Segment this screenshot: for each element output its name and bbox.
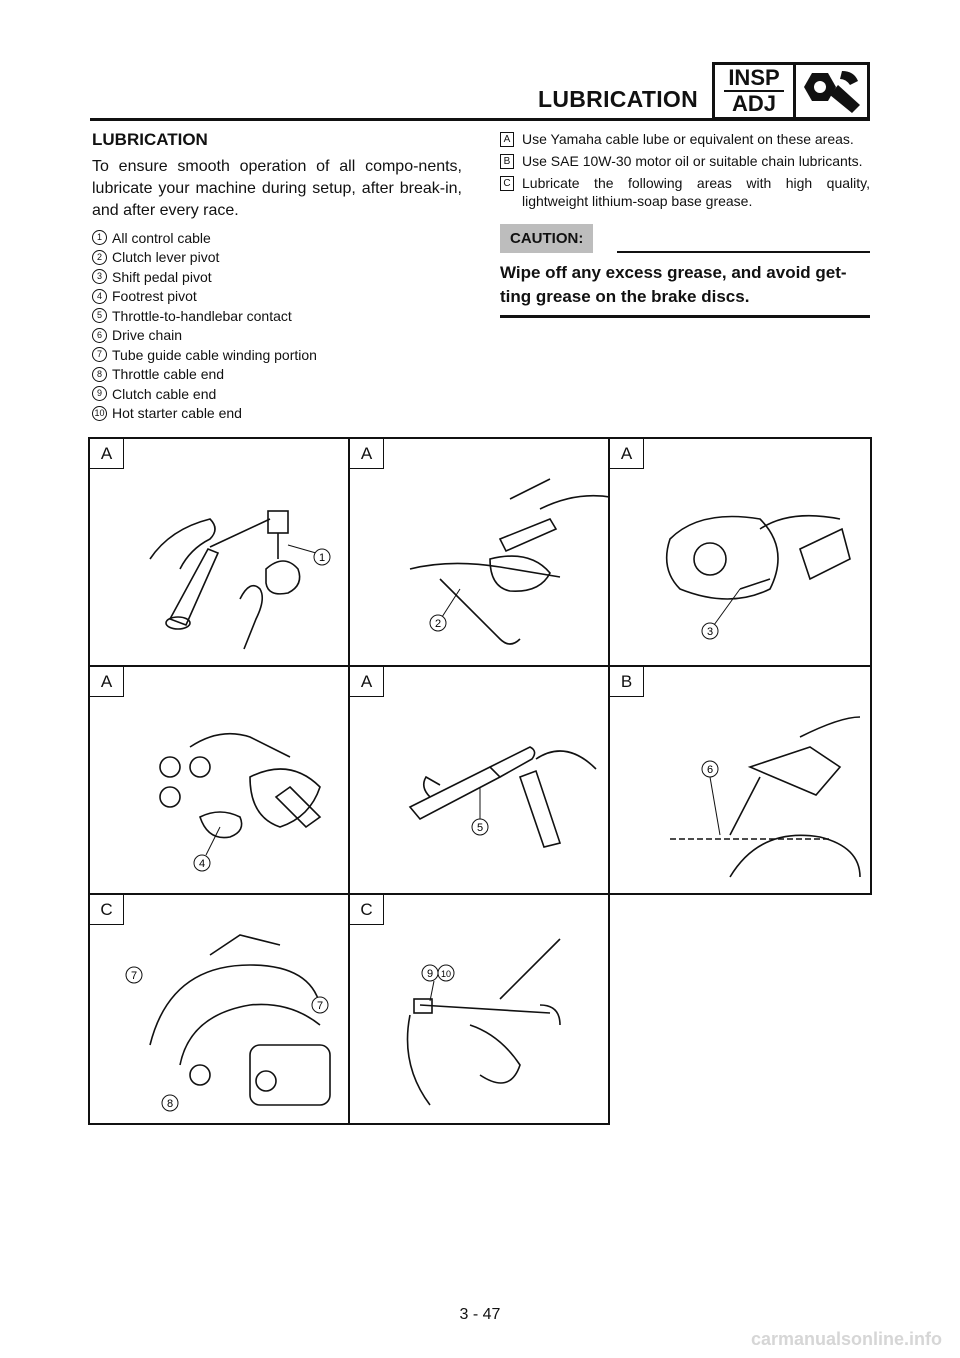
callout-label: 7 [316,1000,324,1012]
callout-label: 6 [706,764,714,776]
callout-label: 9 [426,968,434,980]
figure-throttle: A 5 [348,665,610,895]
caution-text: Wipe off any excess grease, and avoid get-ting grease on the brake discs. [500,261,870,318]
callout-label: 4 [198,858,206,870]
note-c: C Lubricate the following areas with high quality, lightweight lithium-soap base grease. [500,174,870,210]
parts-list [92,228,462,423]
illustration-drive-chain [610,667,874,897]
list-item: 7 Tube guide cable winding portion [92,345,462,365]
section-title: LUBRICATION [92,130,208,149]
figure-drive-chain: B 6 [608,665,872,895]
callout-label: 8 [166,1098,174,1110]
list-item: 8 Throttle cable end [92,365,462,385]
callout-label: 7 [130,970,138,982]
list-item: 6 Drive chain [92,326,462,346]
list-item: 1 All control cable [92,228,462,248]
illustration-spray-cable [90,439,352,669]
note-a: A Use Yamaha cable lube or equivalent on these areas. [500,130,870,148]
illustration-clutch-lever [350,439,612,669]
caution-header [500,224,870,253]
callout-label: 3 [706,626,714,638]
badge-adj-text: ADJ [731,91,776,116]
list-item: 2 Clutch lever pivot [92,248,462,268]
intro-paragraph: To ensure smooth operation of all compo-nents, lubricate your machine during setup, after break-in, and after every race. [92,158,462,219]
callout-label: 10 [440,969,452,979]
right-column [500,130,870,318]
figure-cable-ends: C 9 10 [348,893,610,1125]
list-item: 3 Shift pedal pivot [92,267,462,287]
callout-label: 5 [476,822,484,834]
left-column [92,130,462,423]
list-item: 10 Hot starter cable end [92,404,462,424]
callout-label: 2 [434,618,442,630]
list-item: 9 Clutch cable end [92,384,462,404]
illustration-shift-pedal [610,439,874,669]
callout-label: 1 [318,552,326,564]
wrench-icon [796,65,867,117]
illustration-cable-ends [350,895,612,1127]
illustration-footrest [90,667,352,897]
figure-footrest: A 4 [88,665,350,895]
illustration-throttle [350,667,612,897]
insp-adj-badge [712,62,870,120]
illustration-cable-winding [90,895,352,1127]
page-number: 3 - 47 [459,1306,501,1323]
figure-shift-pedal: A 3 [608,437,872,667]
figure-clutch-lever: A 2 [348,437,610,667]
caution-badge: CAUTION: [500,224,593,253]
list-item: 4 Footrest pivot [92,287,462,307]
header-rule [90,118,870,121]
list-item: 5 Throttle-to-handlebar contact [92,306,462,326]
note-b: B Use SAE 10W-30 motor oil or suitable chain lubricants. [500,152,870,170]
figure-cable-winding: C 7 7 8 [88,893,350,1125]
badge-insp-text: INSP [728,65,780,90]
watermark: carmanualsonline.info [750,1329,942,1349]
page-header-title: LUBRICATION [538,86,699,112]
figure-control-cable: A 1 [88,437,350,667]
